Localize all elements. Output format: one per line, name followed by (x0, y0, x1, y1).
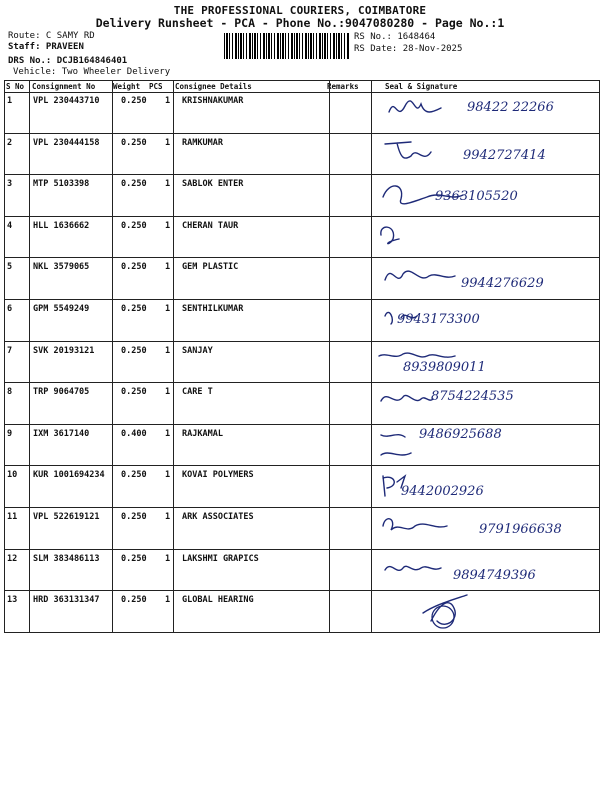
handwritten-phone: 9363105520 (435, 189, 518, 205)
weight-value: 0.250 (121, 512, 147, 522)
signature-stroke (385, 272, 455, 281)
pcs-count: 1 (165, 595, 171, 606)
weight-value: 0.400 (121, 428, 147, 439)
serial-number: 13 (7, 595, 18, 606)
row-rule (5, 632, 599, 633)
pcs-count: 1 (165, 179, 171, 190)
serial-number: 6 (7, 304, 13, 314)
signature-field[interactable] (371, 342, 599, 383)
col-consignment: Consignment No (32, 82, 96, 91)
col-seal: Seal & Signature (385, 82, 458, 91)
serial-number: 12 (7, 553, 18, 564)
barcode (224, 33, 349, 59)
consignment-number: VPL 230444158 (33, 137, 100, 148)
handwritten-phone: 9486925688 (419, 426, 502, 442)
consignee-name: SANJAY (182, 345, 213, 356)
consignee-name: SENTHILKUMAR (182, 304, 244, 314)
weight-value: 0.250 (121, 387, 147, 398)
signature-field[interactable] (371, 466, 599, 507)
serial-number: 2 (7, 137, 13, 148)
signature-field[interactable] (371, 175, 599, 216)
pcs-count: 1 (165, 262, 171, 273)
signature-field[interactable] (371, 550, 599, 591)
drs-number: DRS No.: DCJB164846401 (8, 56, 128, 66)
weight-value: 0.250 (121, 96, 147, 106)
weight-value: 0.250 (121, 595, 147, 606)
table-row (5, 258, 599, 299)
serial-number: 9 (7, 428, 13, 439)
vehicle-label: Vehicle: Two Wheeler Delivery (13, 67, 171, 77)
signature-field[interactable] (371, 134, 599, 175)
handwritten-phone: 9944276629 (461, 276, 544, 292)
consignment-number: HLL 1636662 (33, 220, 90, 231)
handwritten-phone: 9791966638 (479, 522, 562, 537)
runsheet-table (4, 80, 600, 633)
serial-number: 5 (7, 262, 13, 273)
col-weight: Weight (113, 82, 141, 91)
pcs-count: 1 (165, 553, 171, 564)
consignment-number: GPM 5549249 (33, 304, 90, 314)
serial-number: 1 (7, 96, 13, 106)
consignment-number: MTP 5103398 (33, 179, 90, 190)
consignment-number: VPL 522619121 (33, 512, 100, 522)
pcs-count: 1 (165, 470, 171, 481)
consignment-number: VPL 230443710 (33, 96, 100, 106)
consignee-name: CARE T (182, 387, 213, 398)
serial-number: 10 (7, 470, 18, 481)
handwritten-signature (371, 591, 599, 632)
weight-value: 0.250 (121, 345, 147, 356)
weight-value: 0.250 (121, 220, 147, 231)
table-row (5, 550, 599, 591)
consignment-number: IXM 3617140 (33, 428, 90, 439)
table-row (5, 425, 599, 466)
pcs-count: 1 (165, 220, 171, 231)
col-remarks: Remarks (327, 82, 359, 91)
route-label: Route: C SAMY RD (8, 31, 95, 41)
pcs-count: 1 (165, 512, 171, 522)
consignment-number: NKL 3579065 (33, 262, 90, 273)
signature-stroke (383, 519, 447, 530)
signature-stroke (379, 353, 455, 357)
serial-number: 8 (7, 387, 13, 398)
handwritten-phone: 98422 22266 (467, 100, 554, 115)
rs-number: RS No.: 1648464 (354, 32, 436, 42)
table-row (5, 466, 599, 507)
serial-number: 3 (7, 179, 13, 190)
staff-label: Staff: PRAVEEN (8, 42, 84, 52)
consignee-name: GLOBAL HEARING (182, 595, 254, 606)
table-row (5, 92, 599, 133)
consignment-number: HRD 363131347 (33, 595, 100, 606)
signature-field[interactable] (371, 300, 599, 341)
table-row (5, 134, 599, 175)
runsheet-subtitle: Delivery Runsheet - PCA - Phone No.:9047080280 - Page No.:1 (95, 16, 505, 30)
signature-stroke (385, 566, 441, 570)
signature-stroke (381, 227, 399, 243)
rs-date: RS Date: 28-Nov-2025 (354, 44, 463, 54)
weight-value: 0.250 (121, 262, 147, 273)
handwritten-phone: 9943173300 (397, 312, 480, 327)
signature-stroke (389, 101, 441, 112)
signature-field[interactable] (371, 92, 599, 133)
handwritten-phone: 8939809011 (403, 359, 486, 375)
consignment-number: SLM 383486113 (33, 553, 100, 564)
signature-field[interactable] (371, 508, 599, 549)
handwritten-signature (371, 217, 599, 258)
company-title: THE PROFESSIONAL COURIERS, COIMBATORE (173, 4, 427, 17)
signature-stroke (423, 595, 467, 624)
signature-field[interactable] (371, 217, 599, 258)
table-row (5, 300, 599, 341)
col-sno: S No (6, 82, 25, 91)
pcs-count: 1 (165, 387, 171, 398)
table-row (5, 383, 599, 424)
weight-value: 0.250 (121, 304, 147, 314)
consignee-name: RAJKAMAL (182, 428, 223, 439)
consignee-name: KOVAI POLYMERS (182, 470, 254, 481)
handwritten-phone: 9894749396 (453, 567, 536, 583)
handwritten-phone: 9442002926 (401, 484, 484, 500)
signature-stroke (381, 434, 411, 454)
serial-number: 11 (7, 512, 18, 522)
table-row (5, 175, 599, 216)
consignee-name: LAKSHMI GRAPICS (182, 553, 259, 564)
weight-value: 0.250 (121, 179, 147, 190)
serial-number: 4 (7, 220, 13, 231)
consignee-name: SABLOK ENTER (182, 179, 244, 190)
pcs-count: 1 (165, 304, 171, 314)
signature-field[interactable] (371, 425, 599, 466)
handwritten-phone: 9942727414 (463, 147, 546, 163)
pcs-count: 1 (165, 345, 171, 356)
weight-value: 0.250 (121, 137, 147, 148)
signature-field[interactable] (371, 383, 599, 424)
signature-stroke (381, 396, 433, 402)
consignment-number: SVK 20193121 (33, 345, 95, 356)
signature-field[interactable] (371, 258, 599, 299)
pcs-count: 1 (165, 137, 171, 148)
table-row (5, 342, 599, 383)
serial-number: 7 (7, 345, 13, 356)
signature-field[interactable] (371, 591, 599, 632)
consignee-name: GEM PLASTIC (182, 262, 239, 273)
col-pcs: PCS (149, 82, 163, 91)
signature-stroke (385, 142, 431, 158)
table-row (5, 508, 599, 549)
handwritten-phone: 8754224535 (431, 389, 514, 405)
consignee-name: KRISHNAKUMAR (182, 96, 244, 106)
pcs-count: 1 (165, 96, 171, 106)
table-row (5, 217, 599, 258)
consignee-name: CHERAN TAUR (182, 220, 239, 231)
weight-value: 0.250 (121, 470, 147, 481)
consignment-number: TRP 9064705 (33, 387, 90, 398)
table-row (5, 591, 599, 632)
consignee-name: ARK ASSOCIATES (182, 512, 254, 522)
pcs-count: 1 (165, 428, 171, 439)
consignee-name: RAMKUMAR (182, 137, 223, 148)
col-consignee: Consignee Details (175, 82, 252, 91)
consignment-number: KUR 1001694234 (33, 470, 105, 481)
weight-value: 0.250 (121, 553, 147, 564)
